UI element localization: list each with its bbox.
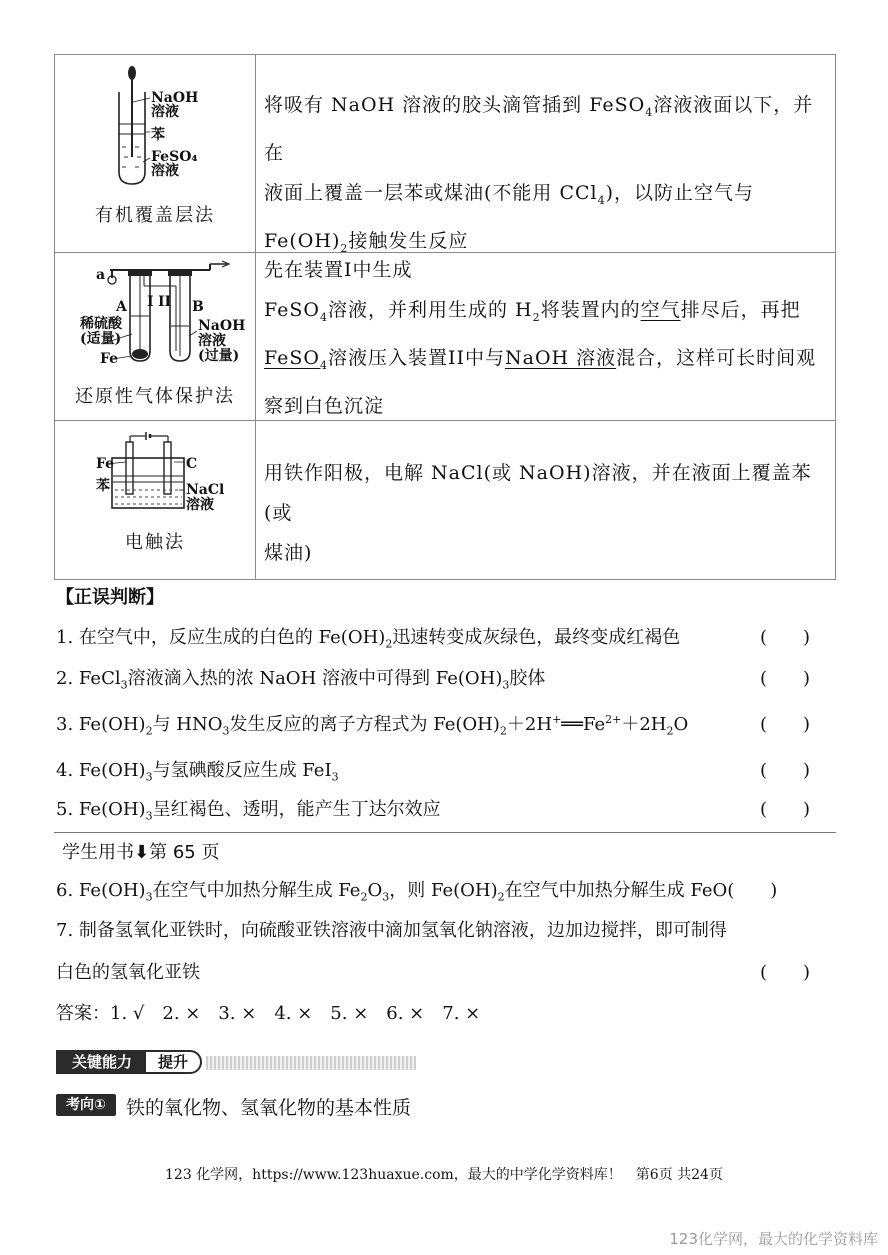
answer-box-3[interactable]: ( ) [760, 714, 811, 735]
method-desc-electrolysis: 用铁作阳极，电解 NaCl(或 NaOH)溶液，并在液面上覆盖苯(或 煤油) [264, 462, 812, 564]
answer-box-7[interactable]: ( ) [760, 962, 811, 983]
direction-tag: 考向① [56, 1094, 116, 1116]
method-name-reducing: 还原性气体保护法 [75, 386, 235, 407]
student-book-ref: 学生用书⬇第 65 页 [62, 842, 220, 863]
organic-layer-diagram [95, 62, 225, 192]
watermark: 123化学网，最大的化学资料库 [669, 1230, 878, 1248]
label-fe-anode: Fe [96, 456, 115, 472]
label-naoh: NaOH 溶液 [151, 90, 199, 120]
label-dilute-acid: 稀硫酸 (适量) [80, 316, 122, 347]
question-2: 2. FeCl$_3$溶液滴入热的浓 NaOH 溶液中可得到 $Fe(OH)_3$胶体 [56, 668, 546, 692]
question-7-line2: 白色的氢氧化亚铁 [56, 962, 200, 983]
label-feso4: FeSO₄ 溶液 [151, 149, 198, 179]
judge-title: 【正误判断】 [56, 587, 164, 608]
direction-title: 铁的氧化物、氢氧化物的基本性质 [126, 1097, 412, 1119]
question-4: 4. $Fe(OH)_3$与氢碘酸反应生成 FeI$_3$ [56, 760, 339, 784]
question-3: 3. $Fe(OH)_2$与 $HNO_3$发生反应的离子方程式为 $Fe(OH)_2+2H^+══Fe^{2+}+2H_2O$ [56, 713, 689, 738]
label-II: II [158, 294, 172, 310]
banner-stripe [206, 1056, 416, 1070]
method-desc-organic: 将吸有 NaOH 溶液的胶头滴管插到 FeSO$_4$溶液液面以下，并在 液面上覆盖一层苯或煤油(不能用 CCl$_4$)，以防止空气与 $Fe(OH)_2$接触发生反应 [264, 94, 814, 255]
label-benzene: 苯 [151, 127, 165, 143]
label-naoh-excess: NaOH 溶液 (过量) [198, 318, 246, 364]
banner-key-ability: 关键能力 [56, 1050, 148, 1074]
question-5: 5. $Fe(OH)_3$呈红褐色、透明，能产生丁达尔效应 [56, 799, 441, 823]
method-name-organic: 有机覆盖层法 [95, 205, 215, 226]
answer-line: 答案：1. √ 2. × 3. × 4. × 5. × 6. × 7. × [56, 1003, 481, 1024]
answer-box-5[interactable]: ( ) [760, 799, 811, 820]
answer-box-4[interactable]: ( ) [760, 760, 811, 781]
label-fe: Fe [100, 351, 119, 367]
answer-box-2[interactable]: ( ) [760, 668, 811, 689]
question-1: 1. 在空气中，反应生成的白色的 $Fe(OH)_2$迅速转变成灰绿色，最终变成红褐色 [56, 627, 681, 651]
label-a: a [96, 267, 106, 283]
label-B: B [192, 299, 204, 315]
label-I: I [147, 294, 154, 310]
method-desc-reducing: 先在装置I中生成 FeSO$_4$溶液，并利用生成的 $H_2$将装置内的空气排尽后，再把 FeSO$_4$溶液压入装置II中与NaOH 溶液混合，这样可长时间观 察到白色沉淀 [264, 259, 817, 417]
answer-box-6[interactable]: ( ) [727, 880, 778, 901]
reducing-gas-diagram [80, 256, 246, 371]
banner-improve: 提升 [144, 1050, 202, 1074]
electrolysis-diagram [96, 430, 226, 525]
label-nacl: NaCl 溶液 [186, 482, 225, 513]
method-name-electrolysis: 电触法 [125, 532, 185, 553]
page-footer: 123 化学网，https://www.123huaxue.com，最大的中学化学资料库！ 第6页 共24页 [165, 1167, 723, 1183]
answer-box-1[interactable]: ( ) [760, 627, 811, 648]
label-A: A [116, 299, 127, 315]
label-benzene-cover: 苯 [96, 478, 110, 494]
section-divider [54, 832, 836, 833]
down-arrow-icon: ⬇ [134, 842, 150, 863]
question-7-line1: 7. 制备氢氧化亚铁时，向硫酸亚铁溶液中滴加氢氧化钠溶液，边加边搅拌，即可制得 [56, 920, 727, 941]
label-c-cathode: C [186, 456, 198, 472]
question-6: 6. $Fe(OH)_3$在空气中加热分解生成 $Fe_2O_3$，则 $Fe(OH)_2$在空气中加热分解生成 FeO( ) [56, 880, 778, 904]
